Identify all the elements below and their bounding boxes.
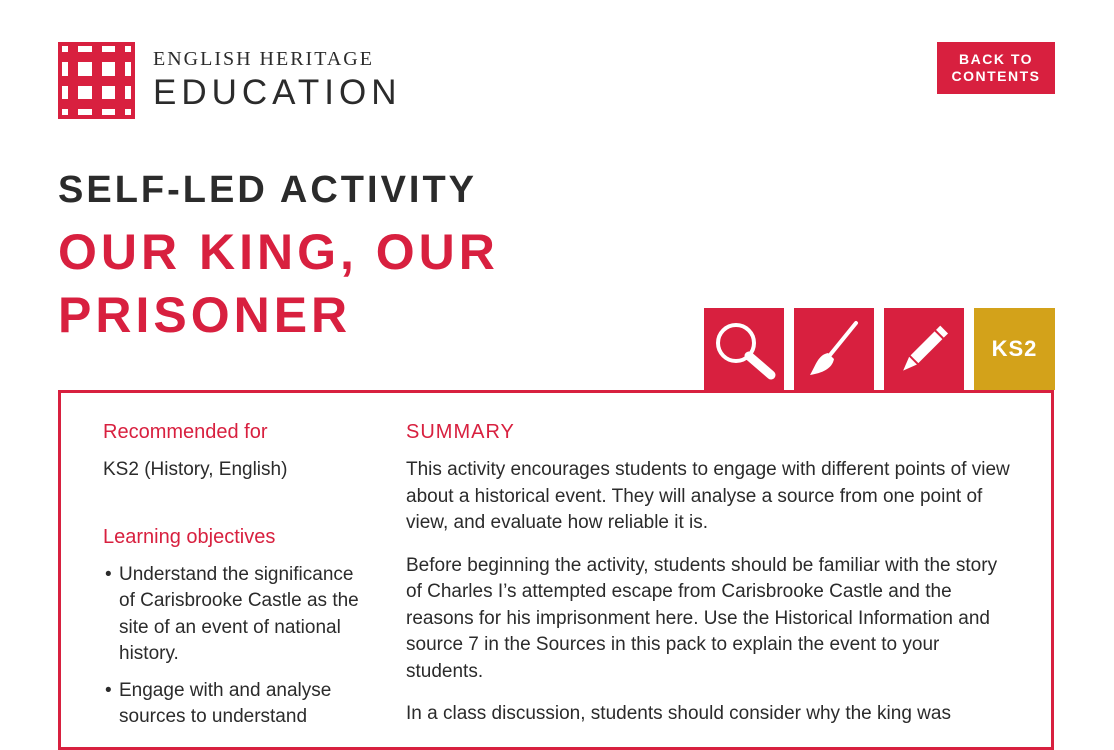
key-stage-badge: KS2	[974, 308, 1055, 390]
summary-paragraph: Before beginning the activity, students should be familiar with the story of Charles I’s attempted escape from Carisbrooke Castle and the reasons for his imprisonment here. Use the Historical Information and source 7 in the Sources in this pack to explain the event to your students.	[406, 554, 998, 682]
summary-heading: SUMMARY	[406, 421, 515, 443]
castle-emblem-icon	[58, 42, 135, 119]
tile-art	[794, 308, 874, 390]
brand-subtitle: EDUCATION	[153, 73, 402, 112]
list-item: • Understand the significance of Carisbrooke Castle as the site of an event of national history.	[103, 562, 373, 668]
activity-sidebar	[103, 419, 373, 741]
activity-kicker: SELF-LED ACTIVITY	[58, 169, 478, 211]
page-title: OUR KING, OUR PRISONER	[58, 224, 499, 343]
list-item: • Engage with and analyse sources to understand	[103, 678, 373, 731]
magnifying-glass-icon	[709, 317, 779, 381]
back-button-label-line2: CONTENTS	[951, 68, 1041, 84]
summary-paragraph: This activity encourages students to engage with different points of view about a historical event. They will analyse a source from one point of view, and evaluate how reliable it is.	[406, 459, 1010, 533]
paintbrush-icon	[804, 317, 864, 381]
pencil-icon	[894, 317, 954, 381]
english-heritage-logo	[58, 42, 402, 119]
back-button-label-line1: BACK TO	[958, 51, 1034, 67]
recommended-for-label: Recommended for	[103, 421, 268, 443]
summary-section	[406, 419, 1016, 728]
back-to-contents-button[interactable]	[937, 42, 1055, 94]
tile-writing	[884, 308, 964, 390]
summary-paragraph: In a class discussion, students should consider why the king was	[406, 703, 951, 724]
activity-type-tiles	[704, 308, 1055, 390]
learning-objectives-list	[103, 562, 373, 731]
tile-investigate	[704, 308, 784, 390]
recommended-for-value: KS2 (History, English)	[103, 459, 288, 480]
activity-info-panel	[58, 390, 1054, 750]
brand-name: ENGLISH HERITAGE	[153, 48, 374, 70]
learning-objectives-label: Learning objectives	[103, 525, 276, 548]
